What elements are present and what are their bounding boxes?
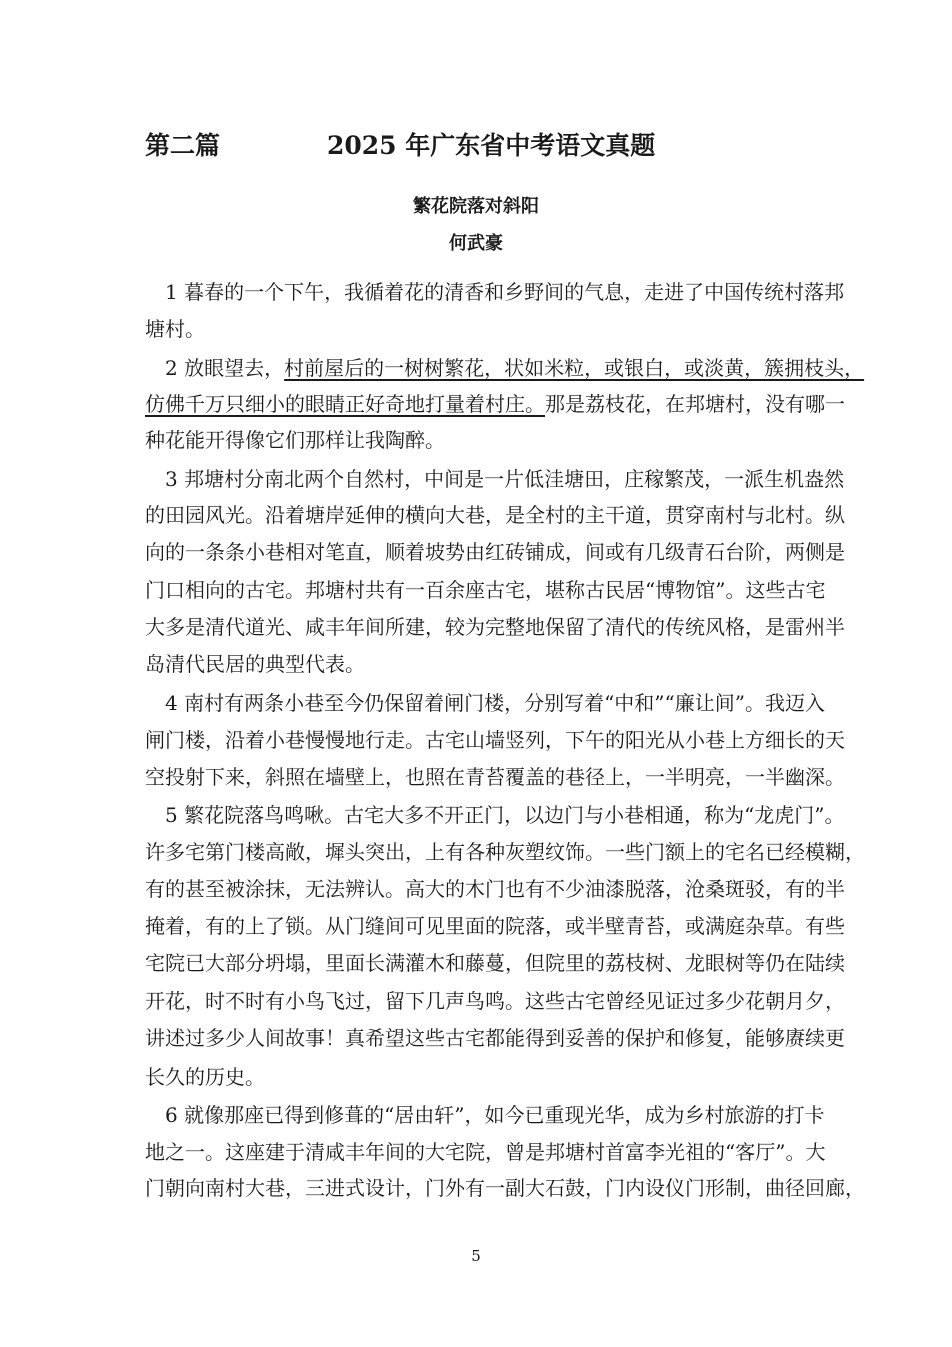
section-label: 第二篇 xyxy=(145,131,221,160)
text-line: 闸门楼，沿着小巷慢慢地行走。古宅山墙竖列，下午的阳光从小巷上方细长的天 xyxy=(145,728,845,752)
text-line: 6 就像那座已得到修葺的“居由轩”，如今已重现光华，成为乡村旅游的打卡 xyxy=(165,1103,825,1127)
article-title: 繁花院落对斜阳 xyxy=(413,196,539,217)
page-title: 2025 年广东省中考语文真题 xyxy=(327,131,656,160)
page-number: 5 xyxy=(471,1247,481,1265)
underlined-text: 仿佛千万只细小的眼睛正好奇地打量着村庄。 xyxy=(145,392,545,416)
text-line: 1 暮春的一个下午，我循着花的清香和乡野间的气息，走进了中国传统村落邦 xyxy=(165,280,845,304)
text-line: 长久的历史。 xyxy=(145,1065,265,1089)
text-line: 许多宅第门楼高敞，墀头突出，上有各种灰塑纹饰。一些门额上的宅名已经模糊， xyxy=(145,840,865,864)
text-line: 门口相向的古宅。邦塘村共有一百余座古宅，堪称古民居“博物馆”。这些古宅 xyxy=(145,578,826,602)
text-line: 岛清代民居的典型代表。 xyxy=(145,652,365,676)
text-line: 讲述过多少人间故事！真希望这些古宅都能得到妥善的保护和修复，能够赓续更 xyxy=(145,1026,845,1050)
text-line: 有的甚至被涂抹，无法辨认。高大的木门也有不少油漆脱落，沧桑斑驳，有的半 xyxy=(145,877,845,901)
text-line: 塘村。 xyxy=(145,317,205,341)
text-line: 门朝向南村大巷，三进式设计，门外有一副大石鼓，门内设仪门形制，曲径回廊， xyxy=(145,1176,865,1200)
text-line: 开花，时不时有小鸟飞过，留下几声鸟鸣。这些古宅曾经见证过多少花朝月夕， xyxy=(145,989,845,1013)
text-line: 5 繁花院落鸟鸣啾。古宅大多不开正门，以边门与小巷相通，称为“龙虎门”。 xyxy=(165,803,845,827)
text-span: 2 放眼望去， xyxy=(165,356,285,380)
article-author: 何武豪 xyxy=(449,233,503,254)
text-line: 向的一条条小巷相对笔直，顺着坡势由红砖铺成，间或有几级青石台阶，两侧是 xyxy=(145,540,845,564)
text-line: 空投射下来，斜照在墙壁上，也照在青苔覆盖的巷径上，一半明亮，一半幽深。 xyxy=(145,765,845,789)
underlined-text: 村前屋后的一树树繁花，状如米粒，或银白，或淡黄，簇拥枝头， xyxy=(284,356,865,380)
text-line: 地之一。这座建于清咸丰年间的大宅院，曾是邦塘村首富李光祖的“客厅”。大 xyxy=(145,1140,826,1164)
text-line: 大多是清代道光、咸丰年间所建，较为完整地保留了清代的传统风格，是雷州半 xyxy=(145,615,845,639)
text-line: 3 邦塘村分南北两个自然村，中间是一片低洼塘田，庄稼繁茂，一派生机盎然 xyxy=(165,467,845,491)
text-line: 的田园风光。沿着塘岸延伸的横向大巷，是全村的主干道，贯穿南村与北村。纵 xyxy=(145,503,845,527)
text-line: 宅院已大部分坍塌，里面长满灌木和藤蔓，但院里的荔枝树、龙眼树等仍在陆续 xyxy=(145,951,845,975)
text-line: 种花能开得像它们那样让我陶醉。 xyxy=(145,428,445,452)
text-line: 掩着，有的上了锁。从门缝间可见里面的院落，或半壁青苔，或满庭杂草。有些 xyxy=(145,914,845,938)
text-line xyxy=(145,355,865,381)
text-line: 4 南村有两条小巷至今仍保留着闸门楼，分别写着“中和”“廉让间”。我迈入 xyxy=(165,691,825,715)
text-span: 那是荔枝花，在邦塘村，没有哪一 xyxy=(545,392,845,416)
text-line xyxy=(145,391,845,417)
